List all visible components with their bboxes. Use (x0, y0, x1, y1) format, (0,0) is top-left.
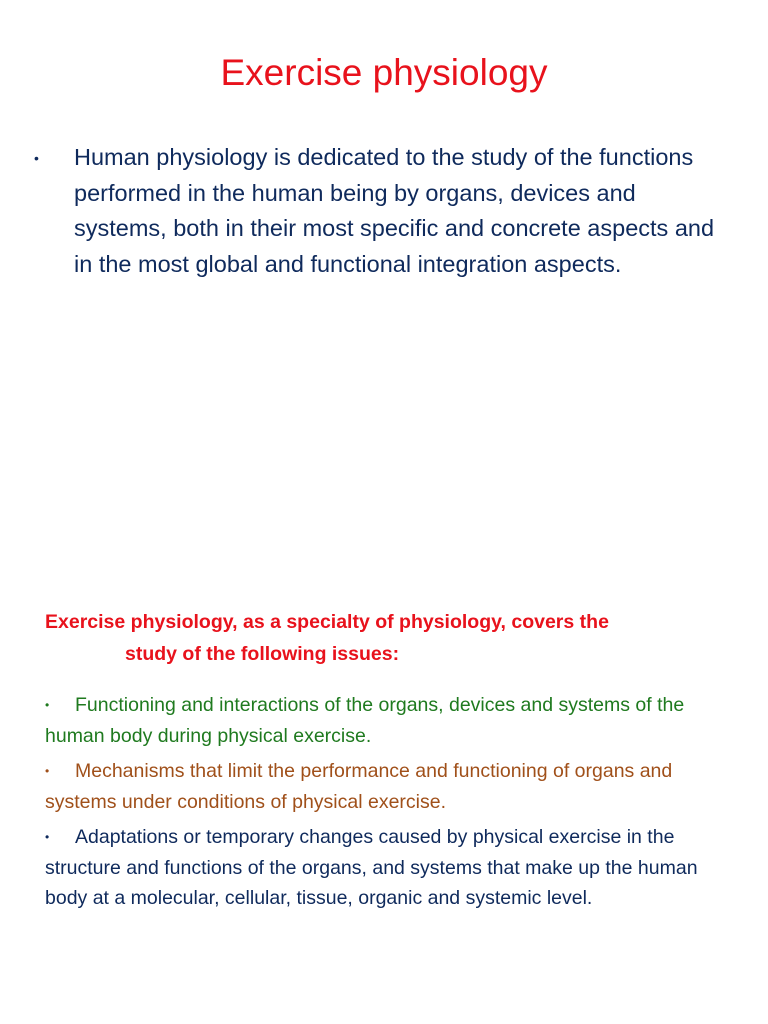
list-item-text: Adaptations or temporary changes caused by physical exercise in the structure and functions of the organs, and systems that make up the human body at a molecular, cellular, tissue, organic and systemic level. (45, 826, 698, 909)
list-item (45, 756, 745, 817)
list-item-text: Mechanisms that limit the performance and functioning of organs and systems under conditions of physical exercise. (45, 760, 673, 813)
intro-bullet-item (34, 140, 734, 282)
list-item-text: Functioning and interactions of the organs, devices and systems of the human body during physical exercise. (45, 694, 685, 747)
section-lead-line-1: Exercise physiology, as a specialty of physiology, covers the (45, 611, 609, 633)
list-item (45, 822, 745, 914)
issues-list (45, 690, 745, 919)
bullet-icon: • (45, 830, 50, 844)
bullet-icon: • (45, 764, 50, 778)
list-item (45, 690, 745, 751)
page-title: Exercise physiology (220, 52, 548, 93)
bullet-icon: • (45, 698, 50, 712)
section-lead-line-2: study of the following issues: (125, 643, 400, 665)
section-lead (45, 606, 745, 670)
intro-text: Human physiology is dedicated to the study of the functions performed in the human being by organs, devices and systems, both in their most specific and concrete aspects and in the most global and functional integration aspects. (74, 144, 715, 277)
bullet-icon: • (34, 150, 39, 166)
